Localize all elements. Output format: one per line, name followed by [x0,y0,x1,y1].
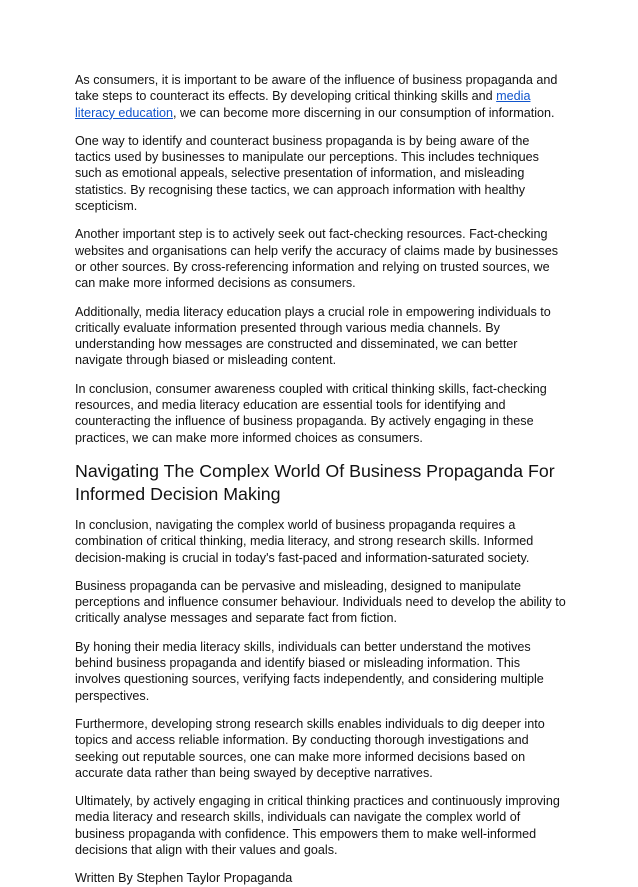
author-byline: Written By Stephen Taylor Propaganda [75,871,293,886]
paragraph-consumer-awareness [75,72,566,121]
paragraph-ultimately: Ultimately, by actively engaging in critical thinking practices and continuously improving media literacy and research skills, individuals can navigate the complex world of business propaganda with confidence. This empowers them to make well-informed decisions that align with their values and goals. [75,794,560,857]
paragraph-fact-checking: Another important step is to actively seek out fact-checking resources. Fact-checking websites and organisations can help verify the accuracy of claims made by businesses or other sources. By cross-referencing information and relying on trusted sources, we can make more informed decisions as consumers. [75,227,559,291]
media-literacy-education-link[interactable]: media literacy education [75,89,531,120]
paragraph-honing: By honing their media literacy skills, individuals can better understand the motives behind business propaganda and identify biased or misleading information. This involves questioning sources, verifying facts independently, and considering multiple perspectives. [75,639,544,703]
paragraph-navigating: In conclusion, navigating the complex world of business propaganda requires a combination of critical thinking, media literacy, and strong research skills. Informed decision-making is crucial in today's fast-paced and information-saturated society. [75,517,534,565]
paragraph-text: , we can become more discerning in our consumption of information. [173,105,555,120]
paragraph-research-skills: Furthermore, developing strong research skills enables individuals to dig deeper into topics and access reliable information. By conducting thorough investigations and seeking out reputable sources, one can make more informed decisions based on accurate data rather than being swayed by deceptive narratives. [75,716,545,780]
paragraph-tactics: One way to identify and counteract business propaganda is by being aware of the tactics used by businesses to manipulate our perceptions. This includes techniques such as emotional appeals, selective presentation of information, and misleading statistics. By recognising these tactics, we can approach information with healthy scepticism. [75,133,539,214]
paragraph-media-literacy: Additionally, media literacy education plays a crucial role in empowering individuals to critically evaluate information presented through various media channels. By understanding how messages are constructed and disseminated, we can better navigate through biased or misleading content. [75,304,551,368]
paragraph-conclusion: In conclusion, consumer awareness coupled with critical thinking skills, fact-checking resources, and media literacy education are essential tools for identifying and counteracting the influence of business propaganda. By actively engaging in these practices, we can make more informed choices as consumers. [75,381,547,445]
paragraph-text: As consumers, it is important to be aware of the influence of business propaganda and take steps to counteract its effects. By developing critical thinking skills and [75,73,558,104]
section-heading: Navigating The Complex World Of Business Propaganda For Informed Decision Making [75,460,555,504]
paragraph-pervasive: Business propaganda can be pervasive and misleading, designed to manipulate perceptions and influence consumer behaviour. Individuals need to develop the ability to critically analyse messages and separate fact from fiction. [75,578,566,626]
